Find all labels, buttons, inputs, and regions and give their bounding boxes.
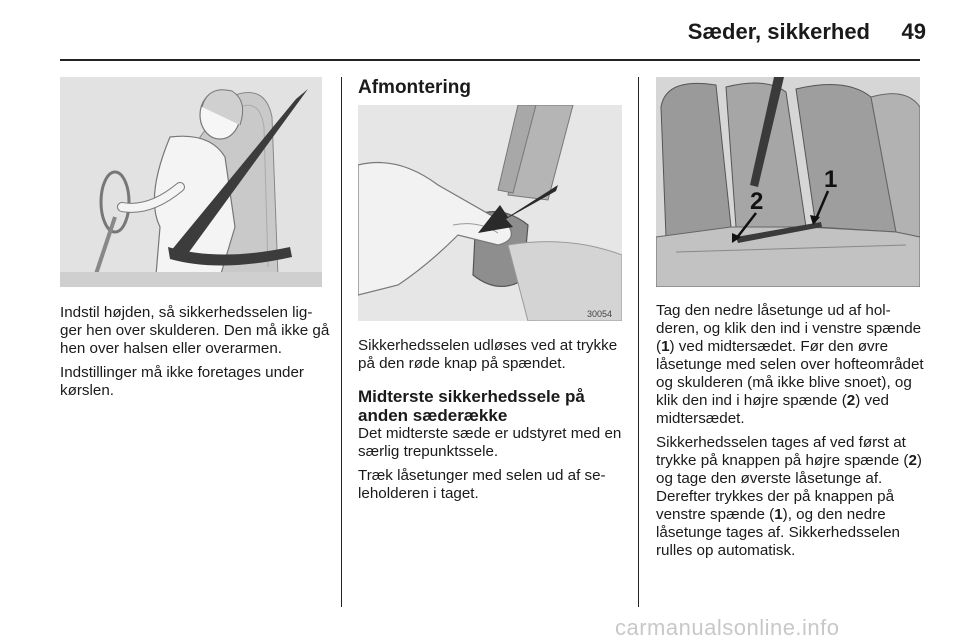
paragraph: Træk låsetunger med selen ud af se-leholderen i taget. bbox=[358, 467, 606, 502]
column-1-text bbox=[60, 304, 330, 406]
paragraph: Sikkerhedsselen udløses ved at trykke på den røde knap på spændet. bbox=[358, 337, 618, 372]
paragraph: Tag den nedre låsetunge ud af hol-deren, og klik den ind i venstre spænde (1) ved midtersædet. Før den øvre låsetunge med selen over hofteområdet og skulderen (må ikke blive snoet), og klik den ind i højre spænde (2) ved midtersædet. bbox=[656, 302, 924, 427]
buckle-release-figure bbox=[358, 105, 622, 321]
paragraph: Sikkerhedsselen tages af ved først at trykke på knappen på højre spænde (2) og tage den øverste låsetunge af. Derefter trykkes der på knappen på venstre spænde (1), og den nedre låsetunge tages af. Sikkerhedsselen rulles op automatisk. bbox=[656, 434, 922, 559]
watermark: carmanualsonline.info bbox=[615, 615, 840, 640]
column-2-text bbox=[358, 337, 633, 509]
paragraph: Det midterste sæde er udstyret med en særlig trepunktssele. bbox=[358, 425, 622, 460]
column-divider-right bbox=[638, 77, 639, 607]
paragraph: Indstillinger må ikke foretages under kørslen. bbox=[60, 364, 304, 399]
rear-seats-figure bbox=[656, 77, 920, 287]
callout-2: 2 bbox=[750, 188, 764, 215]
header-rule bbox=[60, 59, 920, 61]
page-number: 49 bbox=[901, 19, 926, 44]
seatbelt-height-figure bbox=[60, 77, 322, 287]
section-title: Sæder, sikkerhed bbox=[687, 19, 870, 44]
column-3-text bbox=[656, 302, 928, 566]
callout-1: 1 bbox=[824, 166, 838, 193]
section-heading: Afmontering bbox=[358, 77, 471, 98]
subheading: Midterste sikkerhedssele på anden sæderække bbox=[358, 387, 585, 425]
paragraph: Indstil højden, så sikkerhedsselen lig-ger hen over skulderen. Den må ikke gå hen over halsen eller overarmen. bbox=[60, 304, 330, 357]
figure-number: 30054 bbox=[587, 309, 613, 319]
column-divider-left bbox=[341, 77, 342, 607]
